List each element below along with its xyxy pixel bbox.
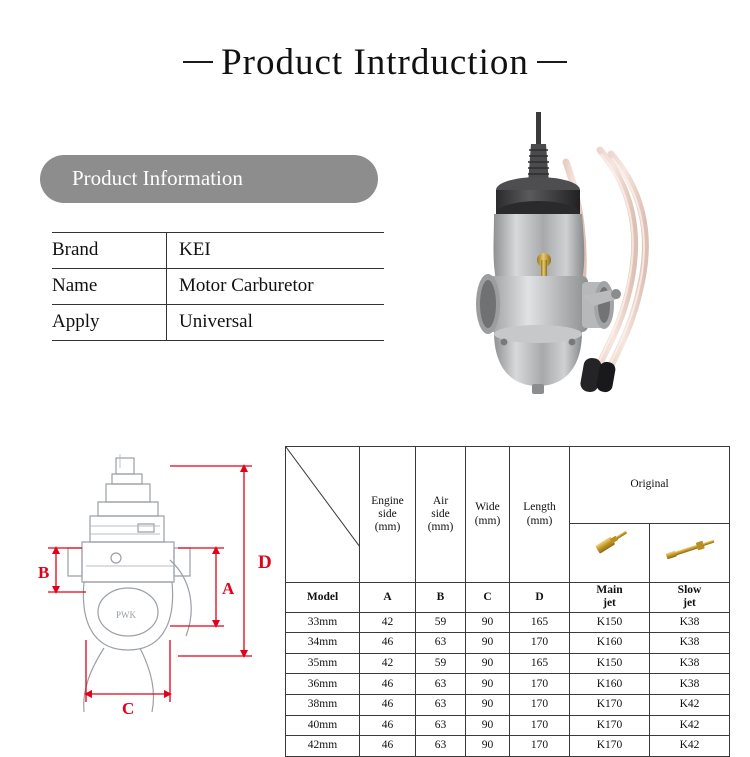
table-row bbox=[286, 653, 730, 674]
cell-main-jet: K150 bbox=[570, 612, 650, 633]
cell-c: 90 bbox=[466, 674, 510, 695]
svg-text:PWK: PWK bbox=[116, 610, 136, 620]
product-information-label: Product Information bbox=[72, 166, 243, 190]
cell-main-jet: K170 bbox=[570, 736, 650, 757]
letter-slow-jet: Slow jet bbox=[650, 583, 730, 612]
letter-model: Model bbox=[286, 583, 360, 612]
cell-model: 42mm bbox=[286, 736, 360, 757]
cell-b: 63 bbox=[416, 736, 466, 757]
cell-a: 46 bbox=[360, 695, 416, 716]
table-corner-diagonal bbox=[286, 447, 360, 583]
header-air-side: Air side (mm) bbox=[416, 447, 466, 583]
table-row bbox=[52, 233, 384, 269]
cell-c: 90 bbox=[466, 695, 510, 716]
cell-d: 170 bbox=[510, 695, 570, 716]
cell-slow-jet: K42 bbox=[650, 736, 730, 757]
header-length: Length (mm) bbox=[510, 447, 570, 583]
letter-b: B bbox=[416, 583, 466, 612]
cell-d: 165 bbox=[510, 612, 570, 633]
cell-b: 63 bbox=[416, 633, 466, 654]
info-key-apply: Apply bbox=[52, 305, 167, 341]
specification-table bbox=[285, 446, 730, 757]
cell-c: 90 bbox=[466, 612, 510, 633]
cell-c: 90 bbox=[466, 653, 510, 674]
cell-slow-jet: K38 bbox=[650, 633, 730, 654]
cell-b: 63 bbox=[416, 715, 466, 736]
page-title-row bbox=[0, 34, 750, 90]
header-engine-side: Engine side (mm) bbox=[360, 447, 416, 583]
table-row bbox=[52, 269, 384, 305]
cell-a: 42 bbox=[360, 653, 416, 674]
cell-a: 46 bbox=[360, 715, 416, 736]
cell-d: 170 bbox=[510, 674, 570, 695]
letter-a: A bbox=[360, 583, 416, 612]
cell-main-jet: K150 bbox=[570, 653, 650, 674]
cell-slow-jet: K42 bbox=[650, 715, 730, 736]
cell-main-jet: K160 bbox=[570, 674, 650, 695]
slow-jet-image bbox=[650, 524, 730, 583]
table-row bbox=[286, 736, 730, 757]
cell-model: 35mm bbox=[286, 653, 360, 674]
specification-table-wrapper bbox=[285, 446, 729, 757]
info-key-brand: Brand bbox=[52, 233, 167, 269]
dimension-label-a: A bbox=[222, 579, 235, 598]
cell-a: 42 bbox=[360, 612, 416, 633]
cell-c: 90 bbox=[466, 736, 510, 757]
main-jet-image bbox=[570, 524, 650, 583]
product-information-banner bbox=[40, 155, 378, 203]
info-key-name: Name bbox=[52, 269, 167, 305]
cell-b: 63 bbox=[416, 674, 466, 695]
cell-d: 165 bbox=[510, 653, 570, 674]
table-row bbox=[286, 674, 730, 695]
dimension-label-b: B bbox=[38, 563, 50, 582]
cell-b: 59 bbox=[416, 653, 466, 674]
table-row bbox=[286, 633, 730, 654]
table-header-row bbox=[286, 447, 730, 524]
carburetor-product-photo bbox=[470, 110, 740, 410]
cell-slow-jet: K38 bbox=[650, 612, 730, 633]
cell-d: 170 bbox=[510, 715, 570, 736]
title-rule-right bbox=[537, 61, 567, 63]
cell-model: 38mm bbox=[286, 695, 360, 716]
product-information-table bbox=[52, 232, 384, 341]
cell-b: 59 bbox=[416, 612, 466, 633]
cell-model: 33mm bbox=[286, 612, 360, 633]
title-rule-left bbox=[183, 61, 213, 63]
cell-main-jet: K160 bbox=[570, 633, 650, 654]
cell-c: 90 bbox=[466, 715, 510, 736]
cell-model: 40mm bbox=[286, 715, 360, 736]
cell-d: 170 bbox=[510, 633, 570, 654]
cell-a: 46 bbox=[360, 633, 416, 654]
info-value-name: Motor Carburetor bbox=[167, 269, 385, 305]
header-original-group: Original bbox=[570, 447, 730, 524]
letter-main-jet: Main jet bbox=[570, 583, 650, 612]
cell-model: 34mm bbox=[286, 633, 360, 654]
info-value-brand: KEI bbox=[167, 233, 385, 269]
cell-slow-jet: K38 bbox=[650, 653, 730, 674]
table-row bbox=[52, 305, 384, 341]
cell-slow-jet: K42 bbox=[650, 695, 730, 716]
dimension-drawing bbox=[20, 440, 280, 730]
cell-c: 90 bbox=[466, 633, 510, 654]
cell-main-jet: K170 bbox=[570, 695, 650, 716]
table-letter-row bbox=[286, 583, 730, 612]
letter-c: C bbox=[466, 583, 510, 612]
cell-main-jet: K170 bbox=[570, 715, 650, 736]
dimension-label-c: C bbox=[122, 699, 135, 718]
cell-b: 63 bbox=[416, 695, 466, 716]
cell-a: 46 bbox=[360, 674, 416, 695]
page-title: Product Intrduction bbox=[221, 41, 529, 83]
table-row bbox=[286, 715, 730, 736]
info-value-apply: Universal bbox=[167, 305, 385, 341]
cell-d: 170 bbox=[510, 736, 570, 757]
cell-slow-jet: K38 bbox=[650, 674, 730, 695]
table-row bbox=[286, 695, 730, 716]
cell-model: 36mm bbox=[286, 674, 360, 695]
letter-d: D bbox=[510, 583, 570, 612]
header-wide: Wide (mm) bbox=[466, 447, 510, 583]
dimension-label-d: D bbox=[258, 552, 272, 573]
table-row bbox=[286, 612, 730, 633]
cell-a: 46 bbox=[360, 736, 416, 757]
